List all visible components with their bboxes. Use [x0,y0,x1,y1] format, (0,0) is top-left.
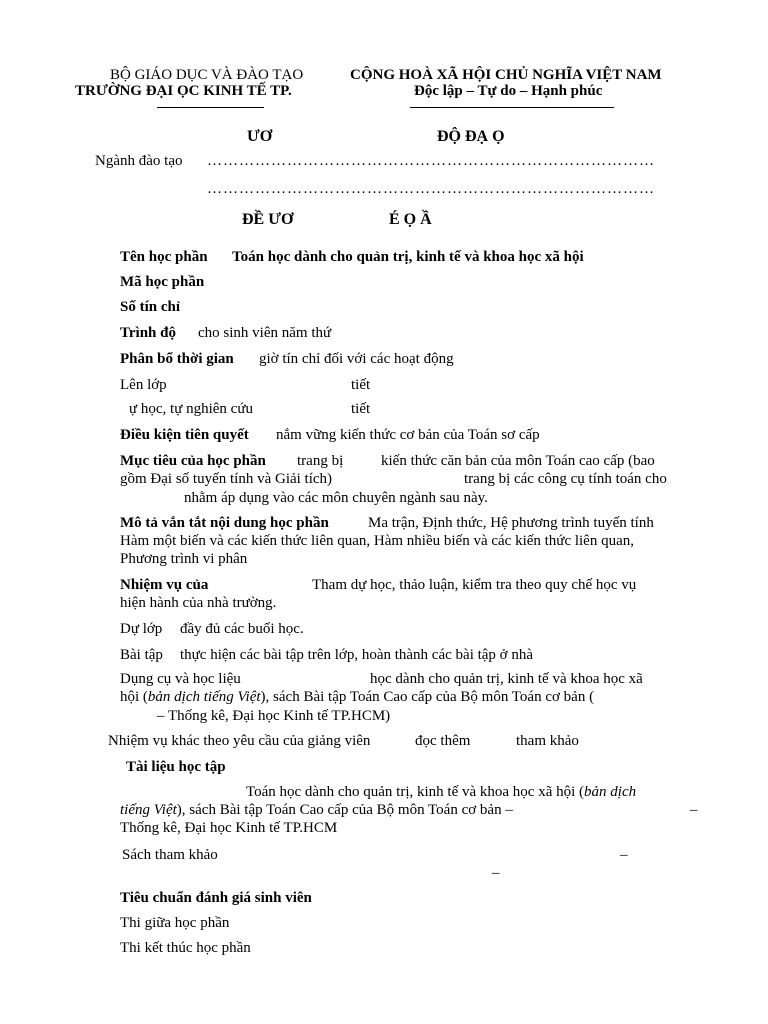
republic-name: CỘNG HOÀ XÃ HỘI CHỦ NGHĨA VIỆT NAM [350,67,662,83]
materials-line2b: ), sách Bài tập Toán Cao cấp của Bộ môn Toán cơ bản – [176,802,513,818]
level-label: Trình độ [120,325,176,341]
homework-label: Bài tập [120,647,163,663]
program-title-left: ƯƠ [247,128,273,145]
header-right-underline [410,107,614,108]
other-duty-a: Nhiệm vụ khác theo yêu cầu của giảng viên [108,733,371,749]
evaluation-midterm: Thi giữa học phần [120,915,230,931]
national-motto: Độc lập – Tự do – Hạnh phúc [414,83,603,99]
tools-line1a: Dụng cụ và học liệu [120,671,241,687]
reference-label: Sách tham khảo [122,847,218,863]
materials-label: Tài liệu học tập [126,759,226,775]
selfstudy-label: ự học, tự nghiên cứu [129,401,253,417]
materials-line2-italic: tiếng Việt [120,802,177,818]
course-name-value: Toán học dành cho quản trị, kinh tế và khoa học xã hội [232,249,584,265]
goal-line2a: gồm Đại số tuyến tính và Giải tích) [120,471,333,487]
tools-line2b: ), sách Bài tập Toán Cao cấp của Bộ môn Toán cơ bản ( [260,689,595,705]
reference-dash-1: – [620,847,628,863]
goal-line3: nhằm áp dụng vào các môn chuyên ngành sau này. [184,490,488,506]
program-title-right: ĐỘ ĐẠ Ọ [437,128,505,145]
other-duty-b: đọc thêm [415,733,471,749]
reference-dash-2: – [492,865,500,881]
duty-line1: Tham dự học, thảo luận, kiểm tra theo quy chế học vụ [312,577,637,593]
outline-title-part2: É Ọ Ầ [389,211,432,228]
description-label: Mô tả vắn tắt nội dung học phần [120,515,329,531]
tools-line2 [120,688,594,706]
goal-label: Mục tiêu của học phần [120,453,266,469]
prerequisite-label: Điều kiện tiên quyết [120,427,249,443]
time-allocation-value: giờ tín chỉ đối với các hoạt động [259,351,454,367]
prerequisite-value: nắm vững kiến thức cơ bản của Toán sơ cấp [276,427,540,443]
description-line1: Ma trận, Định thức, Hệ phương trình tuyến tính [368,515,654,531]
goal-line1b: kiến thức căn bản của môn Toán cao cấp (bao [381,453,655,469]
tools-line1b: học dành cho quản trị, kinh tế và khoa học xã [370,671,643,687]
other-duty-c: tham khảo [516,733,579,749]
course-name-label: Tên học phần [120,249,208,265]
time-allocation-label: Phân bổ thời gian [120,351,234,367]
credits-label: Số tín chỉ [120,299,181,315]
attendance-label: Dự lớp [120,621,163,637]
outline-title-part1: ĐỀ ƯƠ [242,211,294,228]
materials-dash: – [690,802,698,818]
major-dots-line-1: ………………………………………………………………………… [207,153,655,169]
tools-line2a: hội ( [120,689,148,705]
major-dots-line-2: ………………………………………………………………………… [207,181,655,197]
university-name: TRƯỜNG ĐẠI ỌC KINH TẾ TP. [75,83,292,99]
tools-line3: – Thống kê, Đại học Kinh tế TP.HCM) [157,708,391,724]
header-left-underline [157,107,264,108]
selfstudy-unit: tiết [351,401,371,417]
major-label: Ngành đào tạo [95,153,183,169]
materials-line1-italic: bản dịch [584,784,637,800]
materials-line1 [246,783,636,801]
class-hours-unit: tiết [351,377,371,393]
attendance-value: đầy đủ các buổi học. [180,621,304,637]
materials-line2 [120,801,513,819]
description-line2: Hàm một biến và các kiến thức liên quan, Hàm nhiều biến và các kiến thức liên quan, [120,533,634,549]
duty-label: Nhiệm vụ của [120,577,209,593]
evaluation-label: Tiêu chuẩn đánh giá sinh viên [120,890,312,906]
goal-line1a: trang bị [297,453,344,469]
materials-line1a: Toán học dành cho quản trị, kinh tế và khoa học xã hội ( [246,784,585,800]
duty-line2: hiện hành của nhà trường. [120,595,277,611]
description-line3: Phương trình vi phân [120,551,248,567]
homework-value: thực hiện các bài tập trên lớp, hoàn thành các bài tập ở nhà [180,647,534,663]
materials-line3: Thống kê, Đại học Kinh tế TP.HCM [120,820,338,836]
goal-line2b: trang bị các công cụ tính toán cho [464,471,667,487]
tools-line2-italic: bản dịch tiếng Việt [147,689,261,705]
course-code-label: Mã học phần [120,274,205,290]
level-value: cho sinh viên năm thứ [198,325,332,341]
evaluation-final: Thi kết thúc học phần [120,940,251,956]
class-hours-label: Lên lớp [120,377,167,393]
ministry-name: BỘ GIÁO DỤC VÀ ĐÀO TẠO [110,67,304,83]
